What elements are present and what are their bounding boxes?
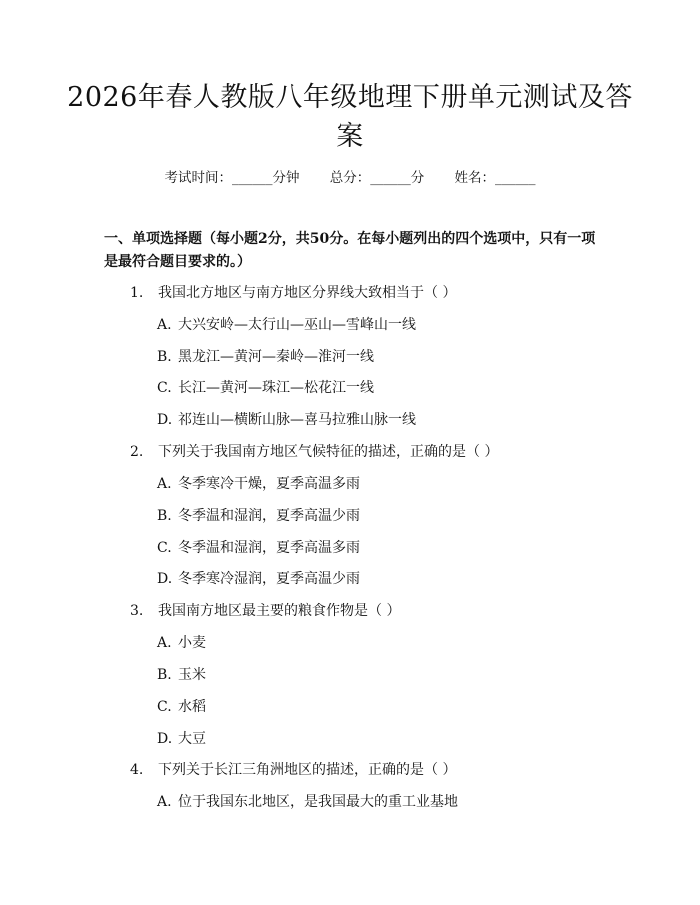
option-text: 玉米 xyxy=(178,667,206,683)
option-label: D. xyxy=(157,731,173,747)
total-score-blank: ______ xyxy=(370,170,411,186)
option-label: A. xyxy=(157,635,172,651)
exam-time-field xyxy=(164,168,299,188)
total-score-field xyxy=(330,168,425,188)
question-2 xyxy=(130,442,498,462)
question-2-option-d xyxy=(157,569,360,589)
question-4-option-a xyxy=(157,792,458,812)
exam-info-line xyxy=(0,168,700,188)
question-text: 我国南方地区最主要的粮食作物是（ ） xyxy=(158,603,401,619)
question-3-option-d xyxy=(157,729,206,749)
option-text: 大兴安岭—太行山—巫山—雪峰山一线 xyxy=(178,317,416,333)
exam-time-unit: 分钟 xyxy=(272,170,300,186)
option-label: D. xyxy=(157,571,173,587)
exam-time-blank: ______ xyxy=(231,170,273,186)
option-text: 冬季温和湿润，夏季高温多雨 xyxy=(178,540,360,556)
question-2-option-b xyxy=(157,506,360,526)
option-label: A. xyxy=(157,794,172,810)
option-text: 位于我国东北地区，是我国最大的重工业基地 xyxy=(178,794,458,810)
question-1-option-b xyxy=(157,347,374,367)
option-text: 黑龙江—黄河—秦岭—淮河一线 xyxy=(178,349,374,365)
question-1 xyxy=(130,283,456,303)
student-name-blank: ______ xyxy=(495,170,536,186)
question-3-option-b xyxy=(157,665,206,685)
question-number: 3. xyxy=(130,603,144,619)
section-heading: 一、单项选择题（每小题2分，共50分。在每小题列出的四个选项中，只有一项是最符合题目要求的。） xyxy=(104,231,596,270)
option-label: C. xyxy=(157,380,172,396)
question-3 xyxy=(130,601,400,621)
question-2-option-a xyxy=(157,474,360,494)
option-label: A. xyxy=(157,317,172,333)
question-2-option-c xyxy=(157,538,360,558)
option-text: 祁连山—横断山脉—喜马拉雅山脉一线 xyxy=(178,412,416,428)
option-text: 冬季温和湿润，夏季高温少雨 xyxy=(178,508,360,524)
option-label: D. xyxy=(157,412,173,428)
question-text: 下列关于长江三角洲地区的描述，正确的是（ ） xyxy=(158,762,457,778)
question-text: 我国北方地区与南方地区分界线大致相当于（ ） xyxy=(158,285,457,301)
total-score-unit: 分 xyxy=(410,170,425,186)
question-3-option-a xyxy=(157,633,206,653)
question-number: 4. xyxy=(130,762,144,778)
option-text: 水稻 xyxy=(178,699,206,715)
option-text: 大豆 xyxy=(178,731,206,747)
option-label: B. xyxy=(157,508,172,524)
question-number: 2. xyxy=(130,444,144,460)
option-label: C. xyxy=(157,699,172,715)
option-label: C. xyxy=(157,540,172,556)
option-text: 冬季寒冷湿润，夏季高温少雨 xyxy=(178,571,360,587)
option-label: B. xyxy=(157,349,172,365)
option-text: 冬季寒冷干燥，夏季高温多雨 xyxy=(178,476,360,492)
question-1-option-c xyxy=(157,378,374,398)
question-number: 1. xyxy=(130,285,144,301)
option-text: 小麦 xyxy=(178,635,206,651)
exam-time-label: 考试时间： xyxy=(164,170,232,186)
total-score-label: 总分： xyxy=(329,170,371,186)
question-text: 下列关于我国南方地区气候特征的描述，正确的是（ ） xyxy=(158,444,499,460)
question-3-option-c xyxy=(157,697,206,717)
question-4 xyxy=(130,760,456,780)
student-name-label: 姓名： xyxy=(454,170,496,186)
option-label: A. xyxy=(157,476,172,492)
student-name-field xyxy=(455,168,536,188)
document-title: 2026年春人教版八年级地理下册单元测试及答案 xyxy=(67,82,633,152)
option-text: 长江—黄河—珠江—松花江一线 xyxy=(178,380,374,396)
option-label: B. xyxy=(157,667,172,683)
question-1-option-a xyxy=(157,315,416,335)
question-1-option-d xyxy=(157,410,416,430)
